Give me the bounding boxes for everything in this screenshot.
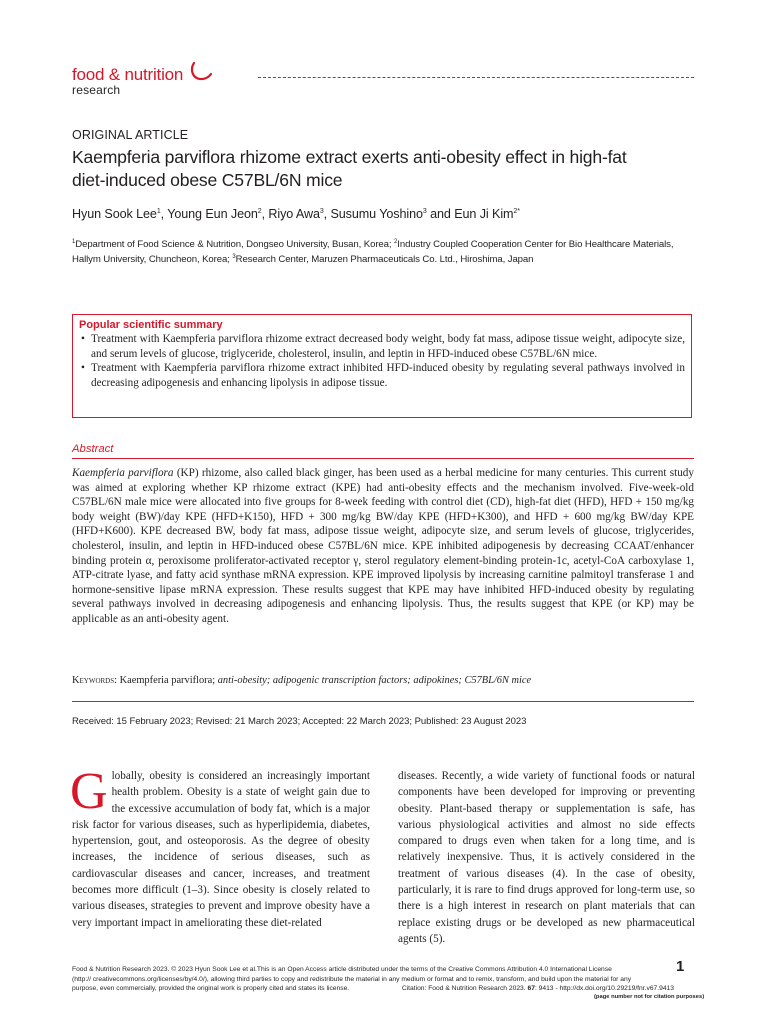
author-separator: , [160, 207, 168, 221]
keywords-italic: anti-obesity; adipogenic transcription factors; adipokines; C57BL/6N mice [217, 675, 532, 686]
summary-title: Popular scientific summary [79, 319, 223, 331]
author-affiliation-marker: 2 [257, 207, 262, 215]
author-name: Riyo Awa [268, 207, 320, 221]
abstract-heading: Abstract [72, 443, 114, 455]
bullet-icon: • [81, 333, 85, 345]
affiliation-text: Research Center, Maruzen Pharmaceuticals Co. Ltd., Hiroshima, Japan [235, 254, 534, 266]
article-title: Kaempferia parviflora rhizome extract exerts anti-obesity effect in high-fat diet-induced obese C57BL/6N mice [72, 147, 627, 190]
keywords-plain: Kaempferia parviflora; [117, 675, 218, 686]
summary-bullet-text: Treatment with Kaempferia parviflora rhizome extract decreased body weight, body fat mass, adipose tissue weight, adipocyte size, and serum levels of glucose, triglyceride, cholesterol, insulin, and leptin in HFD-induced obese C57BL/6N mice. [91, 333, 685, 360]
keywords-divider [72, 701, 694, 702]
affiliation-marker: 3 [232, 254, 236, 261]
abstract-text [72, 466, 694, 627]
page-number: 1 [676, 958, 685, 975]
author-affiliation-marker: 1 [156, 207, 161, 215]
summary-bullet-text: Treatment with Kaempferia parviflora rhizome extract inhibited HFD-induced obesity by regulating several pathways involved in decreasing adipogenesis and enhancing lipolysis in adipose tissue. [91, 362, 685, 389]
author-name: Eun Ji Kim [454, 207, 514, 221]
abstract-body: (KP) rhizome, also called black ginger, has been used as a herbal medicine for many centuries. This current study was aimed at exploring whether KP rhizome extract (KPE) had anti-obesity effects and the mechanism involved. Five-week-old C57BL/6N male mice were allocated into five groups for 8-week feeding with control diet (CD), high-fat diet (HFD), HFD + 150 mg/kg body weight (BW)/day KPE (HFD+K150), HFD + 300 mg/kg BW/day KPE (HFD+K300), and HFD + 600 mg/kg BW/day KPE (HFD+K600). KPE decreased BW, body fat mass, adipose tissue weight, adipocyte size, and serum levels of glucose, triglycerides, cholesterol, insulin, and leptin in HFD-induced obese C57BL/6N mice. KPE inhibited adipogenesis by decreasing CCAAT/enhancer binding protein α, peroxisome proliferator-activated receptor γ, sterol regulatory element-binding protein-1c, acetyl-CoA carboxylase 1, ATP-citrate lyase, and fatty acid synthase mRNA expression. KPE improved lipolysis by increasing carnitine palmitoyl transferase 1 and hormone-sensitive lipase mRNA expression. These results suggest that KPE may have inhibited HFD-induced obesity by regulating several pathways involved in decreasing adipogenesis and enhancing lipolysis. Thus, the results suggest that KPE (or KP) may be applicable as an anti-obesity agent. [72, 467, 694, 625]
author-name: Hyun Sook Lee [72, 207, 157, 221]
affiliation-marker: 1 [72, 239, 76, 245]
citation-prefix: Citation: Food & Nutrition Research 2023. [401, 985, 528, 992]
author-separator: , [323, 207, 331, 221]
keywords [72, 675, 694, 686]
author-affiliation-marker: 3 [422, 207, 427, 215]
abstract-species-name: Kaempferia parviflora [72, 467, 174, 479]
body-column-left [70, 763, 370, 931]
footer-license: Food & Nutrition Research 2023. © 2023 Hyun Sook Lee et al.This is an Open Access article distributed under the terms of the Creative Commons Attribution 4.0 International License (http:// creativecommons.org/licenses/by/4.0/), allowing third parties to copy and redistribute the material in any medium or format and to remix, transform, and build upon the material for any purpose, even commercially, provided the original work is properly cited and states its license. [72, 966, 632, 993]
journal-name-line2: research [72, 83, 121, 97]
summary-bullet [79, 332, 685, 361]
header-divider [258, 77, 694, 78]
author-separator: , [261, 207, 269, 221]
author-affiliation-marker: 2* [513, 207, 520, 215]
body-column-right: diseases. Recently, a wide variety of functional foods or natural components have been developed for improving or preventing obesity. Plant-based therapy or supplementation is safe, has various physiological activities and almost no side effects compared to drugs even when taken for a long time, and is relatively inexpensive. Thus, it is actively considered in the treatment of various diseases (4). In the case of obesity, particularly, it is rare to find drugs approved for long-term use, so there is a high interest in research on plant materials that can replace existing drugs or be developed as new pharmaceutical agents (5). [398, 770, 695, 945]
affiliations [72, 236, 696, 266]
author-affiliation-marker: 3 [319, 207, 324, 215]
author-name: Susumu Yoshino [330, 207, 423, 221]
summary-bullet [79, 361, 685, 390]
affiliation-text: Department of Food Science & Nutrition, Dongseo University, Busan, Korea; [75, 239, 395, 251]
journal-logo-icon [187, 61, 213, 83]
popular-summary-box [72, 314, 692, 418]
author-separator: and [426, 207, 455, 221]
drop-cap: G [70, 763, 108, 820]
footer [72, 965, 672, 994]
abstract-divider [72, 458, 694, 459]
journal-name [72, 65, 213, 85]
affiliation-text: Industry Coupled Cooperation Center for Bio Healthcare Materials, Hallym University, Chuncheon, Korea; [72, 239, 674, 266]
citation-suffix: : 9413 - http://dx.doi.org/10.29219/fnr.v67.9413 [534, 985, 674, 992]
journal-name-line1: food & nutrition [72, 65, 184, 84]
footer-citation [402, 984, 674, 994]
body-text-left: lobally, obesity is considered an increasingly important health problem. Obesity is a state of weight gain due to the excessive accumulation of body fat, which is a major risk factor for various diseases, such as hyperlipidemia, diabetes, hypertension, gout, and osteoporosis. As the degree of obesity increases, the incidence of serious diseases, such as cardiovascular diseases and cancer, increases, and treatment becomes more difficult (1–3). Since obesity is closely related to various diseases, strategies to prevent and improve obesity have a very important impact in ameliorating these diet-related [72, 770, 370, 929]
page-number-note: (page number not for citation purposes) [594, 994, 705, 1000]
citation-volume: 67 [527, 985, 535, 992]
article-type: ORIGINAL ARTICLE [72, 128, 189, 142]
journal-brand [72, 65, 213, 97]
affiliation-marker: 2 [394, 239, 398, 245]
bullet-icon: • [81, 362, 85, 375]
publication-dates: Received: 15 February 2023; Revised: 21 March 2023; Accepted: 22 March 2023; Published: 23 August 2023 [72, 716, 527, 727]
author-name: Young Eun Jeon [167, 207, 258, 221]
keywords-label: Keywords: [72, 675, 118, 686]
author-list [72, 207, 520, 221]
